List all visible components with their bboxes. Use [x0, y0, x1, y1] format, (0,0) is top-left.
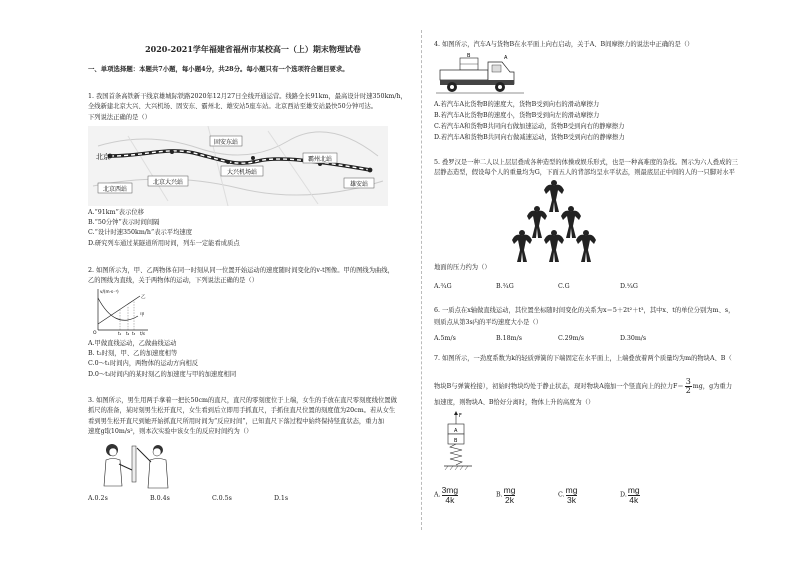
- q7-option-a-den: 4k: [445, 495, 455, 505]
- section-heading: 一、单项选择题：本题共7小题，每小题4分，共28分。每小题只有一个选项符合题目要求。: [88, 65, 349, 73]
- map-label-beijing: 北京: [96, 153, 110, 161]
- q6-option-a[interactable]: A.5m/s: [434, 335, 456, 342]
- graph-x-label: t/s: [140, 331, 145, 336]
- question-3-line-3: 看到男生松开直尺到她开始抓直尺所用时间为“反应时间”，已知直尺下落过程中始终保持竖直状态，重力加: [88, 418, 385, 425]
- question-5-line-3: 地面的压力约为（）: [434, 264, 491, 271]
- graph-t1: t₁: [118, 331, 122, 336]
- q7-option-b-fraction: [504, 486, 516, 505]
- fraction-numerator: 3: [685, 377, 691, 386]
- question-1-line-1: 1. 我国首条高铁新干线京雄城际铁路2020年12月27日全线开通运营。线路全长91km，最高设计时速350km/h，: [88, 93, 407, 100]
- graph-label-yi: 乙: [141, 295, 146, 300]
- q5-option-a[interactable]: A.¾G: [434, 283, 452, 290]
- q3-option-d[interactable]: D.1s: [274, 495, 289, 502]
- q7-spring-blocks: [442, 410, 482, 474]
- q1-route-map: [88, 126, 388, 206]
- force-label: F: [459, 413, 462, 419]
- q3-option-b[interactable]: B.0.4s: [150, 495, 170, 502]
- q2-option-d[interactable]: D.0～t₃时间内的某时刻乙的加速度与甲的加速度相同: [88, 371, 237, 378]
- q2-option-a[interactable]: A.甲做直线运动，乙做曲线运动: [88, 340, 177, 347]
- question-2-line-2: 乙的图线为直线，关于两物体的运动，下列说法正确的是（）: [88, 277, 259, 284]
- fraction-denominator: 2: [685, 386, 691, 395]
- column-divider: [421, 30, 422, 530]
- q7-option-c[interactable]: [558, 486, 577, 505]
- q3-option-a[interactable]: A.0.2s: [88, 495, 108, 502]
- graph-label-jia: 甲: [140, 313, 145, 318]
- question-7-line-2a: 物块B与弹簧栓接），初始时物块均处于静止状态，现对物块A施加一个竖直向上的拉力F＝: [434, 383, 684, 390]
- q5-option-d[interactable]: D.⁵⁄₄G: [620, 283, 638, 290]
- q7-option-d-den: 4k: [629, 495, 639, 505]
- q7-option-d-letter: D.: [620, 491, 627, 499]
- q1-option-c[interactable]: C.“设计时速350km/h”表示平均速度: [88, 229, 192, 236]
- question-6-line-2: 则质点从第3s内的平均速度大小是（）: [434, 319, 542, 326]
- q7-option-c-num: mg: [565, 485, 578, 495]
- question-3-line-4: 速度g取10m/s²，则本次实验中该女生的反应时间约为（）: [88, 428, 253, 435]
- q2-option-b[interactable]: B. t₂时刻，甲、乙的加速度相等: [88, 350, 178, 357]
- block-label-a: A: [454, 428, 458, 434]
- question-2-line-1: 2. 如图所示为，甲、乙两物体在同一时刻从同一位置开始运动的速度随时间变化的v-t图像。甲的图线为曲线，: [88, 267, 394, 274]
- q7-option-c-den: 3k: [567, 495, 576, 505]
- map-label-beijing-daxing: 北京大兴站: [152, 179, 184, 186]
- question-4-line-1: 4. 如图所示，汽车A与货物B在水平面上向右启动，关于A、B间摩擦力的说法中正确的是（）: [434, 41, 694, 48]
- truck-label-a: A: [504, 55, 508, 61]
- q7-option-c-fraction: [566, 486, 578, 505]
- q4-truck-illustration: [436, 52, 526, 96]
- map-label-bazhou-bei: 霸州北站: [307, 156, 333, 163]
- q7-option-b[interactable]: [496, 486, 515, 505]
- q7-option-d[interactable]: [620, 486, 640, 505]
- q3-ruler-illustration: [98, 440, 178, 492]
- question-7-line-2b: mg，g为重力: [692, 383, 733, 390]
- q5-option-b[interactable]: B.¾G: [496, 283, 514, 290]
- question-3-line-2: 抓尺的准备，某时刻男生松开直尺，女生看到后立即用手抓直尺，手抓住直尺位置的刻度值为20cm。若从女生: [88, 407, 396, 414]
- graph-t3: t₃: [132, 331, 136, 336]
- question-1-line-2: 全线新建北京大兴、大兴机场、固安东、霸州北、雄安站5座车站。北京西站至雄安站最快50分钟可达。: [88, 103, 378, 110]
- graph-y-label: v/(m·s⁻¹): [100, 289, 119, 294]
- question-7-line-2: [434, 378, 732, 395]
- q2-option-c[interactable]: C.0～t₁时间内，两物体的运动方向相反: [88, 360, 199, 367]
- question-5-line-2: 层静态造型，假设每个人的重量均为G，下面五人的背部均呈水平状态，则最底层正中间的人的一只脚对水平: [434, 169, 735, 176]
- q4-option-c[interactable]: C.若汽车A和货物B共同向右做加速运动，货物B受到向右的静摩擦力: [434, 123, 625, 130]
- q1-option-b[interactable]: B.“50分钟”表示时间间隔: [88, 219, 160, 226]
- force-fraction: [685, 378, 692, 395]
- q4-option-b[interactable]: B.若汽车A比货物B的速度小，货物B受到向左的滑动摩擦力: [434, 112, 600, 119]
- question-5-line-1: 5. 叠罗汉是一种二人以上层层叠成各种造型的体操或娱乐形式，也是一种高难度的杂技。图示为六人叠成的三: [434, 159, 738, 166]
- q7-option-a-fraction: [442, 486, 459, 505]
- q7-option-b-den: 2k: [505, 495, 515, 505]
- question-6-line-1: 6. 一质点在x轴做直线运动，其位置坐标随时间变化的关系为x＝5＋2t²＋t³，其中x、t的单位分别为m、s，: [434, 307, 735, 314]
- q7-option-c-letter: C.: [558, 491, 565, 499]
- q7-option-a[interactable]: [434, 486, 458, 505]
- q2-vt-graph: [90, 286, 152, 336]
- q5-human-pyramid: [504, 178, 604, 264]
- graph-origin: O: [93, 331, 97, 336]
- question-1-line-3: 下列说法正确的是（）: [88, 114, 151, 121]
- q4-option-a[interactable]: A.若汽车A比货物B的速度大，货物B受到向右的滑动摩擦力: [434, 101, 600, 108]
- q7-option-d-num: mg: [627, 485, 640, 495]
- map-label-daxing-airport: 大兴机场站: [226, 169, 258, 176]
- question-7-line-1: 7. 如图所示，一劲度系数为k的轻质弹簧的下端固定在水平面上，上端叠放着两个质量均为m的物块A、B（: [434, 355, 732, 362]
- page-title: 2020-2021学年福建省福州市某校高一（上）期末物理试卷: [145, 44, 361, 54]
- q3-option-c[interactable]: C.0.5s: [212, 495, 232, 502]
- q7-option-a-num: 3mg: [441, 485, 459, 495]
- q7-option-b-letter: B.: [496, 491, 503, 499]
- question-7-line-3: 加速度，则物块A、B恰好分离时，物体上升的高度为（）: [434, 399, 595, 406]
- q6-option-b[interactable]: B.18m/s: [496, 335, 522, 342]
- q6-option-d[interactable]: D.30m/s: [620, 335, 647, 342]
- q4-option-d[interactable]: D.若汽车A和货物B共同向右做减速运动，货物B受到向右的静摩擦力: [434, 134, 625, 141]
- graph-t2: t₂: [126, 331, 130, 336]
- q7-option-a-letter: A.: [434, 491, 441, 499]
- right-column: [434, 0, 764, 562]
- q6-option-c[interactable]: C.29m/s: [558, 335, 584, 342]
- block-label-b: B: [454, 438, 458, 444]
- q1-option-a[interactable]: A.“91km”表示位移: [88, 209, 144, 216]
- q5-option-c[interactable]: C.G: [558, 283, 570, 290]
- left-column: [88, 0, 418, 562]
- q7-option-d-fraction: [628, 486, 640, 505]
- q7-option-b-num: mg: [503, 485, 516, 495]
- map-label-xiongan: 雄安站: [349, 181, 369, 188]
- map-label-beijing-xi: 北京西站: [102, 186, 128, 193]
- truck-label-b: B: [467, 53, 471, 59]
- map-label-guan-an-dong: 固安东站: [213, 139, 239, 146]
- question-3-line-1: 3. 如图所示，男生用两手拿着一把长50cm的直尺，直尺的零刻度位于上端，女生的手放在直尺零刻度线位置做: [88, 397, 397, 404]
- q1-option-d[interactable]: D.研究列车通过某隧道所用时间，列车一定能看成质点: [88, 240, 240, 247]
